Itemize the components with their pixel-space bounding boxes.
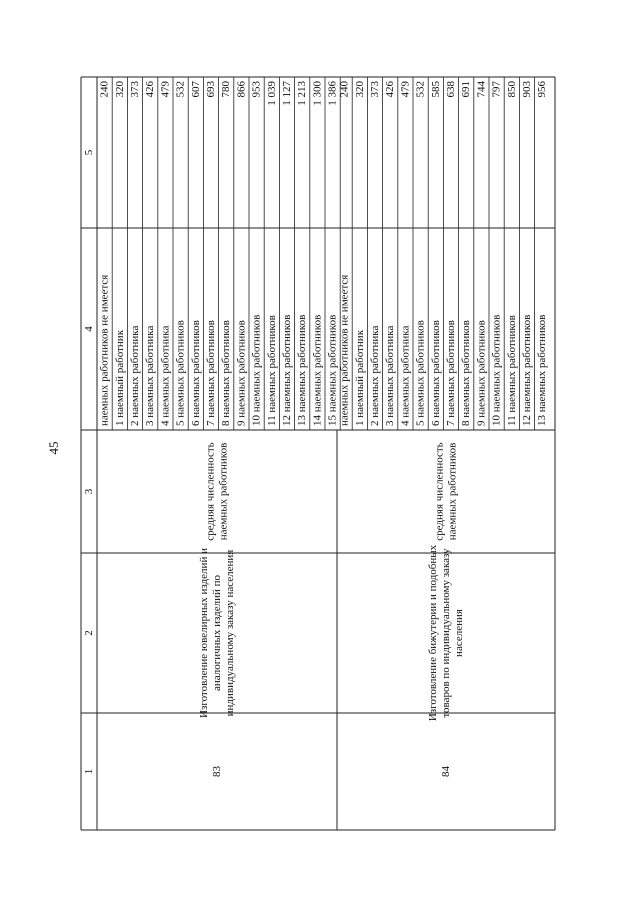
row-label: 6 наемных работников — [189, 320, 202, 426]
row-label: 3 наемных работника — [144, 325, 157, 426]
row-value: 320 — [113, 81, 126, 98]
column-header-3: 3 — [83, 488, 95, 495]
row-label: 10 наемных работников — [250, 314, 263, 426]
row-value: 780 — [220, 81, 233, 98]
activity-name-line: населения — [453, 609, 465, 657]
row-value: 479 — [159, 81, 172, 98]
row-value: 585 — [429, 81, 442, 98]
row-value: 953 — [250, 81, 263, 98]
row-label: 3 наемных работника — [384, 325, 397, 426]
row-value: 1 213 — [296, 81, 309, 106]
row-label: 11 наемных работников — [505, 315, 518, 426]
row-value: 693 — [205, 81, 217, 98]
row-value: 607 — [189, 81, 202, 98]
activity-name-line: аналогичных изделий по — [211, 574, 223, 692]
row-value: 1 300 — [311, 81, 324, 106]
row-label: 12 наемных работников — [521, 314, 533, 426]
column-header-5: 5 — [83, 149, 95, 156]
row-label: 4 наемных работника — [399, 325, 412, 426]
row-value: 426 — [144, 81, 157, 98]
row-label: наемных работников не имеется — [338, 274, 351, 426]
row-value: 744 — [475, 81, 488, 98]
row-label: 11 наемных работников — [265, 315, 278, 426]
row-label: 6 наемных работников — [429, 320, 442, 426]
row-value: 426 — [384, 81, 397, 98]
activity-name-line: Изготовление ювелирных изделий и — [198, 548, 210, 718]
row-value: 240 — [98, 81, 111, 98]
row-value: 532 — [414, 81, 427, 98]
row-label: 1 наемный работник — [113, 329, 126, 426]
row-label: 15 наемных работников — [326, 314, 339, 426]
row-label: наемных работников не имеется — [98, 274, 111, 426]
row-value: 797 — [490, 81, 503, 98]
column-header-1: 1 — [83, 768, 95, 775]
activity-name-line: товаров по индивидуальному заказу — [440, 548, 452, 718]
row-value: 638 — [445, 81, 457, 98]
group-number: 84 — [440, 766, 452, 777]
row-value: 1 039 — [265, 81, 278, 106]
activity-name-line: Изготовление бижутерии и подобных — [427, 544, 439, 722]
row-value: 903 — [521, 81, 533, 98]
row-value: 956 — [536, 81, 549, 98]
row-label: 7 наемных работников — [205, 320, 217, 426]
row-label: 7 наемных работников — [445, 320, 457, 426]
indicator-line: наемных работников — [217, 442, 230, 541]
row-label: 13 наемных работников — [296, 314, 309, 426]
row-label: 4 наемных работника — [159, 325, 172, 426]
row-value: 691 — [460, 81, 473, 98]
row-value: 1 127 — [281, 81, 293, 106]
row-value: 866 — [235, 81, 248, 98]
row-label: 10 наемных работников — [490, 314, 503, 426]
indicator-line: средняя численность — [204, 442, 217, 541]
row-value: 479 — [399, 81, 412, 98]
indicator-line: наемных работников — [446, 442, 459, 541]
column-header-2: 2 — [83, 630, 95, 636]
row-label: 9 наемных работников — [235, 320, 248, 426]
row-value: 240 — [338, 81, 351, 98]
row-label: 8 наемных работников — [220, 320, 233, 426]
row-value: 320 — [353, 81, 366, 98]
row-value: 532 — [174, 81, 187, 98]
row-label: 2 наемных работника — [369, 325, 381, 426]
row-label: 14 наемных работников — [311, 314, 324, 426]
row-value: 373 — [369, 81, 381, 98]
row-label: 8 наемных работников — [460, 320, 473, 426]
row-label: 2 наемных работника — [129, 325, 141, 426]
column-header-4: 4 — [83, 326, 95, 332]
row-label: 12 наемных работников — [281, 314, 293, 426]
row-label: 5 наемных работников — [174, 320, 187, 426]
row-label: 9 наемных работников — [475, 320, 488, 426]
group-number: 83 — [211, 766, 223, 777]
row-value: 850 — [505, 81, 518, 98]
row-label: 1 наемный работник — [353, 329, 366, 426]
row-label: 5 наемных работников — [414, 320, 427, 426]
row-label: 13 наемных работников — [536, 314, 549, 426]
row-value: 373 — [129, 81, 141, 98]
row-value: 1 386 — [326, 81, 339, 106]
indicator-line: средняя численность — [433, 442, 446, 541]
activity-name-line: индивидуальному заказу населения — [224, 549, 236, 717]
page-number: 45 — [46, 441, 61, 455]
